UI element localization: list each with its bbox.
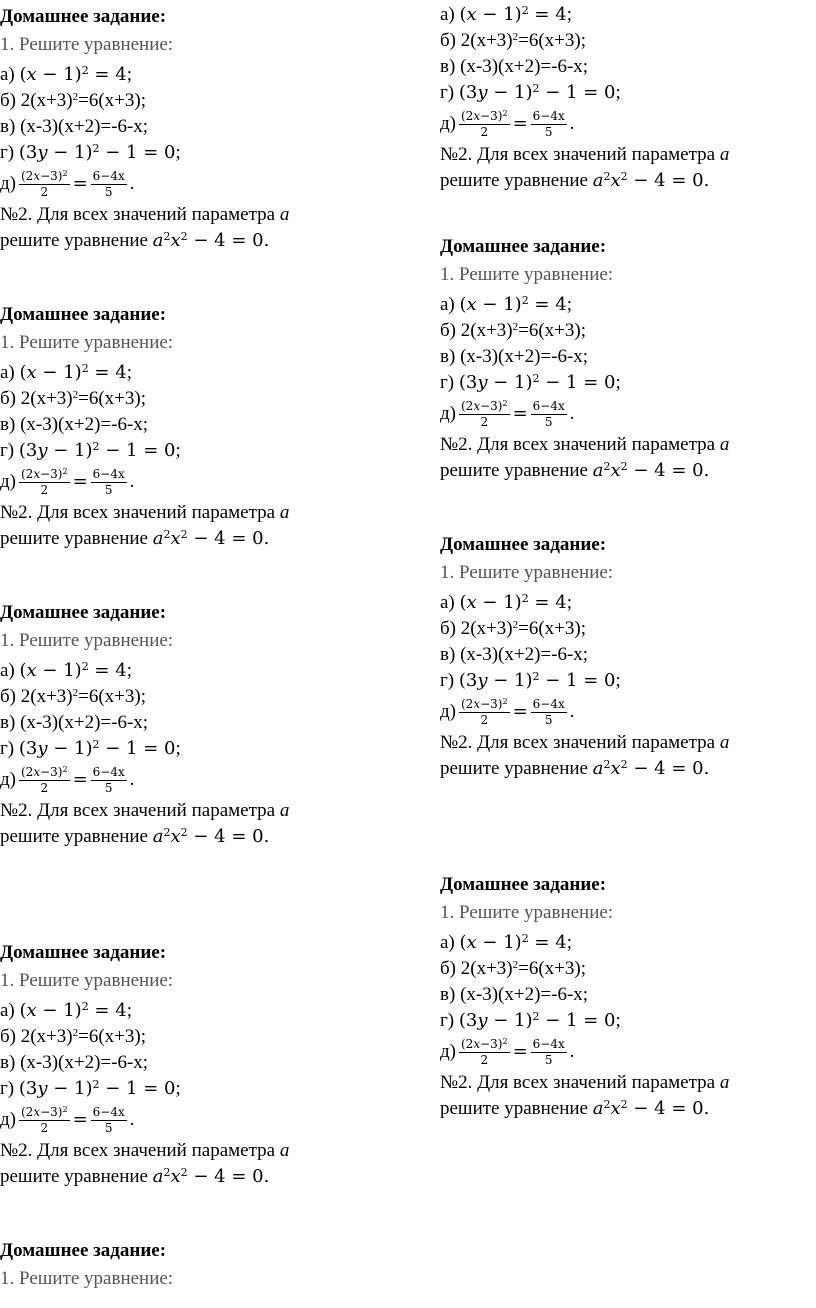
item-g: г) $(3y - 1)^2 - 1 = 0$; [0, 440, 181, 461]
task1-heading: 1. Решите уравнение: [440, 264, 614, 285]
item-a: а) $(x - 1)^2 = 4$; [0, 660, 132, 681]
item-d: д) $\frac{(2x-3)^2}{2}$ = $\frac{6-4x}{5}$ . [440, 108, 575, 139]
item-v: в) (x-3)(x+2)=-6-x; [0, 116, 149, 137]
item-v: в) (x-3)(x+2)=-6-x; [440, 56, 589, 77]
task2-line2: решите уравнение $a^2x^2 - 4 = 0$. [0, 230, 270, 251]
block-title: Домашнее задание: [440, 534, 607, 555]
task1-heading: 1. Решите уравнение: [0, 332, 174, 353]
task1-heading: 1. Решите уравнение: [0, 970, 174, 991]
homework-block-right-4 [440, 870, 816, 1122]
block-title: Домашнее задание: [440, 874, 607, 895]
item-a: а) $(x - 1)^2 = 4$; [0, 64, 132, 85]
homework-block-left-1 [0, 2, 390, 254]
item-d: д) $\frac{(2x-3)^2}{2}$ = $\frac{6-4x}{5}$ . [0, 168, 135, 199]
item-a: а) $(x - 1)^2 = 4$; [440, 932, 572, 953]
block-title: Домашнее задание: [0, 6, 167, 27]
item-d: д) $\frac{(2x-3)^2}{2}$ = $\frac{6-4x}{5}$ . [440, 398, 575, 429]
item-g: г) $(3y - 1)^2 - 1 = 0$; [440, 670, 621, 691]
item-g: г) $(3y - 1)^2 - 1 = 0$; [440, 82, 621, 103]
task1-heading: 1. Решите уравнение: [0, 630, 174, 651]
item-v: в) (x-3)(x+2)=-6-x; [440, 984, 589, 1005]
item-b: б) $2(x+3)^2=6(x+3)$; [0, 388, 146, 409]
item-v: в) (x-3)(x+2)=-6-x; [440, 644, 589, 665]
item-a: а) $(x - 1)^2 = 4$; [0, 1000, 132, 1021]
item-g: г) $(3y - 1)^2 - 1 = 0$; [440, 1010, 621, 1031]
task1-heading: 1. Решите уравнение: [0, 34, 174, 55]
task1-heading: 1. Решите уравнение: [0, 1268, 174, 1289]
homework-block-right-2 [440, 232, 816, 484]
item-v: в) (x-3)(x+2)=-6-x; [0, 414, 149, 435]
item-g: г) $(3y - 1)^2 - 1 = 0$; [0, 142, 181, 163]
item-b: б) $2(x+3)^2=6(x+3)$; [0, 686, 146, 707]
homework-block-right-1 [440, 2, 816, 194]
item-a: а) $(x - 1)^2 = 4$; [440, 4, 572, 25]
item-g: г) $(3y - 1)^2 - 1 = 0$; [440, 372, 621, 393]
item-g: г) $(3y - 1)^2 - 1 = 0$; [0, 1078, 181, 1099]
item-v: в) (x-3)(x+2)=-6-x; [440, 346, 589, 367]
item-d: д) $\frac{(2x-3)^2}{2}$ = $\frac{6-4x}{5}$ . [440, 696, 575, 727]
block-title: Домашнее задание: [0, 304, 167, 325]
task2-line1: №2. Для всех значений параметра a [440, 434, 730, 455]
item-a: а) $(x - 1)^2 = 4$; [440, 294, 572, 315]
task2-line1: №2. Для всех значений параметра a [0, 800, 290, 821]
homework-block-left-5 [0, 1236, 390, 1296]
task2-line2: решите уравнение $a^2x^2 - 4 = 0$. [440, 170, 710, 191]
task2-line1: №2. Для всех значений параметра a [440, 1072, 730, 1093]
item-b: б) $2(x+3)^2=6(x+3)$; [440, 30, 586, 51]
item-a: а) $(x - 1)^2 = 4$; [0, 362, 132, 383]
item-g: г) $(3y - 1)^2 - 1 = 0$; [0, 738, 181, 759]
homework-block-left-4 [0, 938, 390, 1190]
task2-line2: решите уравнение $a^2x^2 - 4 = 0$. [440, 460, 710, 481]
item-d: д) $\frac{(2x-3)^2}{2}$ = $\frac{6-4x}{5}$ . [0, 764, 135, 795]
block-title: Домашнее задание: [0, 1240, 167, 1261]
item-d: д) $\frac{(2x-3)^2}{2}$ = $\frac{6-4x}{5}$ . [0, 466, 135, 497]
task2-line2: решите уравнение $a^2x^2 - 4 = 0$. [440, 1098, 710, 1119]
item-v: в) (x-3)(x+2)=-6-x; [0, 1052, 149, 1073]
homework-block-right-3 [440, 530, 816, 782]
item-b: б) $2(x+3)^2=6(x+3)$; [0, 90, 146, 111]
task2-line2: решите уравнение $a^2x^2 - 4 = 0$. [0, 528, 270, 549]
item-a: а) $(x - 1)^2 = 4$; [440, 592, 572, 613]
task2-line1: №2. Для всех значений параметра a [440, 144, 730, 165]
block-title: Домашнее задание: [0, 942, 167, 963]
task1-heading: 1. Решите уравнение: [440, 562, 614, 583]
task2-line1: №2. Для всех значений параметра a [0, 1140, 290, 1161]
item-v: в) (x-3)(x+2)=-6-x; [0, 712, 149, 733]
block-title: Домашнее задание: [440, 236, 607, 257]
task2-line1: №2. Для всех значений параметра a [0, 502, 290, 523]
task2-line1: №2. Для всех значений параметра a [440, 732, 730, 753]
task2-line2: решите уравнение $a^2x^2 - 4 = 0$. [440, 758, 710, 779]
task2-line2: решите уравнение $a^2x^2 - 4 = 0$. [0, 1166, 270, 1187]
item-b: б) $2(x+3)^2=6(x+3)$; [440, 958, 586, 979]
item-b: б) $2(x+3)^2=6(x+3)$; [440, 320, 586, 341]
homework-block-left-2 [0, 300, 390, 552]
task1-heading: 1. Решите уравнение: [440, 902, 614, 923]
block-title: Домашнее задание: [0, 602, 167, 623]
task2-line1: №2. Для всех значений параметра a [0, 204, 290, 225]
item-d: д) $\frac{(2x-3)^2}{2}$ = $\frac{6-4x}{5}$ . [440, 1036, 575, 1067]
item-d: д) $\frac{(2x-3)^2}{2}$ = $\frac{6-4x}{5}$ . [0, 1104, 135, 1135]
item-b: б) $2(x+3)^2=6(x+3)$; [440, 618, 586, 639]
homework-block-left-3 [0, 598, 390, 850]
item-b: б) $2(x+3)^2=6(x+3)$; [0, 1026, 146, 1047]
task2-line2: решите уравнение $a^2x^2 - 4 = 0$. [0, 826, 270, 847]
